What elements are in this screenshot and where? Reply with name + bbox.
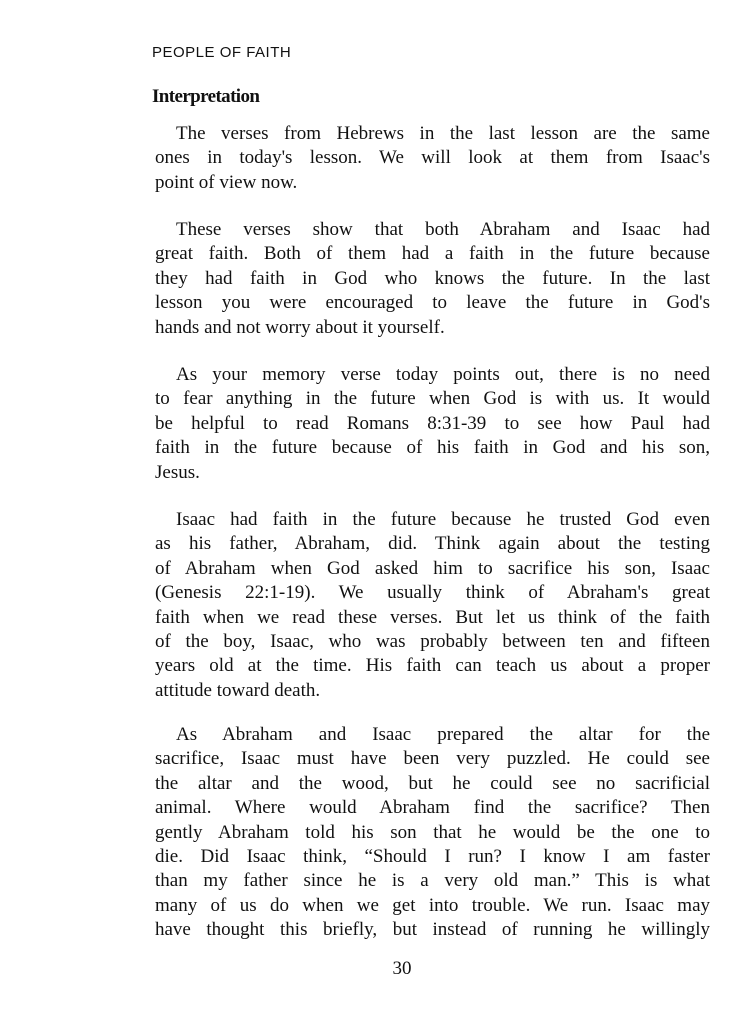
text-line: die. Did Isaac think, “Should I run? I know I am faster [155, 845, 710, 867]
text-line: As Abraham and Isaac prepared the altar for the [176, 724, 710, 745]
page-number: 30 [392, 958, 412, 979]
text-line: (Genesis 22:1-19). We usually think of Abraham's great [155, 582, 710, 604]
text-line: ones in today's lesson. We will look at them from Isaac's [155, 147, 710, 169]
text-line: they had faith in God who knows the future. In the last [155, 267, 710, 289]
text-line: gently Abraham told his son that he would be the one to [155, 821, 710, 843]
text-line: of the boy, Isaac, who was probably between ten and fifteen [155, 630, 710, 652]
text-line: As your memory verse today points out, there is no need [176, 364, 710, 385]
text-line: be helpful to read Romans 8:31-39 to see how Paul had [155, 412, 710, 434]
paragraph [155, 723, 710, 943]
running-head: PEOPLE OF FAITH [152, 44, 292, 61]
text-line: many of us do when we get into trouble. We run. Isaac may [155, 894, 710, 916]
text-line: years old at the time. His faith can teach us about a proper [155, 655, 710, 677]
text-line: the altar and the wood, but he could see no sacrificial [155, 772, 710, 794]
text-line: as his father, Abraham, did. Think again about the testing [155, 533, 710, 555]
paragraph [155, 363, 710, 485]
text-line: These verses show that both Abraham and Isaac had [176, 219, 710, 240]
text-line: great faith. Both of them had a faith in the future because [155, 243, 710, 265]
text-line: hands and not worry about it yourself. [155, 316, 445, 338]
text-line: Jesus. [155, 461, 200, 483]
text-line: lesson you were encouraged to leave the future in God's [155, 292, 710, 314]
text-line: faith in the future because of his faith in God and his son, [155, 437, 710, 459]
text-line: of Abraham when God asked him to sacrifice his son, Isaac [155, 557, 710, 579]
text-line: have thought this briefly, but instead of running he willingly [155, 919, 710, 941]
paragraph [155, 218, 710, 340]
text-line: The verses from Hebrews in the last lesson are the same [176, 123, 710, 144]
text-line: Isaac had faith in the future because he trusted God even [176, 509, 710, 530]
text-line: attitude toward death. [155, 679, 321, 701]
text-line: to fear anything in the future when God is with us. It would [155, 388, 710, 410]
paragraph [155, 508, 710, 703]
text-line: animal. Where would Abraham find the sacrifice? Then [155, 797, 710, 819]
text-line: faith when we read these verses. But let us think of the faith [155, 606, 710, 628]
text-line: than my father since he is a very old man.” This is what [155, 870, 710, 892]
text-line: sacrifice, Isaac must have been very puzzled. He could see [155, 748, 710, 770]
section-title: Interpretation [152, 86, 260, 107]
text-line: point of view now. [155, 171, 298, 193]
paragraph [155, 122, 710, 195]
